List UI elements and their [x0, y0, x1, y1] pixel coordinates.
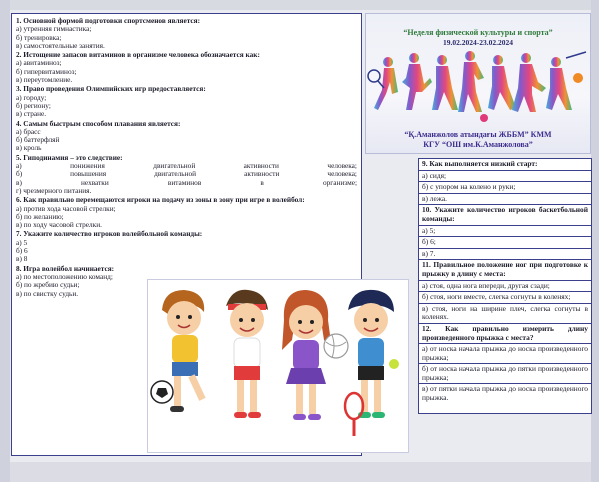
banner-dates: 19.02.2024-23.02.2024 [443, 38, 513, 47]
answer-1b: б) тренировка; [16, 32, 62, 42]
banner-title: “Неделя физической культуры и спорта” [403, 28, 553, 37]
answer-12c: в) от пятки начала прыжка до носка произведенного прыжка. [422, 384, 588, 403]
answer-10a: а) 5; [419, 226, 591, 238]
answer-4c: в) кроль [16, 143, 42, 153]
answer-5d: г) чрезмерного питания. [16, 185, 92, 195]
answer-9c: в) лежа. [419, 194, 591, 206]
answer-6b: б) по желанию; [16, 211, 64, 221]
answer-1a: а) утренняя гимнастика; [16, 24, 92, 34]
answer-12a: а) от носка начала прыжка до носка произведенного прыжка; [419, 344, 591, 364]
answer-4b: б) баттерфляй [16, 135, 60, 145]
question-11: 11. Правильное положение ног при подготовке к прыжку в длину с места: [419, 260, 591, 280]
answer-9b: б) с упором на колено и руки; [419, 182, 591, 194]
kids-sports-illustration [147, 279, 409, 453]
question-3: 3. Право проведения Олимпийских игр предоставляется: [16, 84, 206, 94]
right-shadow [591, 0, 599, 482]
sports-week-banner [365, 13, 591, 154]
question-1: 1. Основной формой подготовки спортсменов является: [16, 16, 201, 25]
answer-7c: в) 8 [16, 254, 28, 264]
left-shadow [0, 0, 10, 482]
answer-1c: в) самостоятельные занятия. [16, 40, 105, 50]
answer-11b: б) стоя, ноги вместе, слегка согнуты в коленях; [419, 292, 591, 304]
banner-school-kz: “Қ.Аманжолов атындағы ЖББМ” КММ [404, 130, 552, 139]
banner-school-ru: КГУ “ОШ им.К.Аманжолова” [423, 140, 533, 149]
answer-5a: а) понижения двигательной активности человека; [16, 161, 357, 171]
kid-runner [226, 290, 268, 418]
answer-11a: а) стоя, одна нога впереди, другая сзади; [419, 281, 591, 293]
kid-soccer [151, 290, 206, 412]
question-8: 8. Игра волейбол начинается: [16, 263, 115, 273]
answer-10b: б) 6; [419, 237, 591, 249]
answer-2a: а) авитаминоз; [16, 58, 62, 68]
answer-6a: а) против хода часовой стрелки; [16, 203, 116, 213]
answer-5b: б) повышения двигательной активности человека; [16, 169, 357, 179]
athletes-illustration [366, 48, 591, 128]
question-6: 6. Как правильно перемещаются игроки на подачу из зоны в зону при игре в волейбол: [16, 195, 305, 205]
answer-7a: а) 5 [16, 237, 28, 247]
answer-8b: б) по жребию судьи; [16, 280, 80, 290]
question-7: 7. Укажите количество игроков волейбольной команды: [16, 229, 203, 239]
answer-3b: б) региону; [16, 100, 51, 110]
answer-3a: а) городу; [16, 92, 47, 102]
question-10: 10. Укажите количество игроков баскетбольной команды: [419, 205, 591, 225]
question-2: 2. Истощение запасов витаминов в организме человека обозначается как: [16, 50, 260, 60]
bottom-shadow [0, 462, 599, 482]
question-5: 5. Гиподинамия – это следствие: [16, 152, 123, 162]
answer-7b: б) 6 [16, 246, 28, 256]
answer-8a: а) по местоположению команд; [16, 271, 113, 281]
answer-3c: в) стране. [16, 109, 47, 119]
answer-9a: а) сидя; [419, 171, 591, 183]
kid-volleyball [282, 290, 348, 420]
answer-4a: а) брасс [16, 126, 41, 136]
top-shadow [0, 0, 599, 10]
question-4: 4. Самым быстрым способом плавания является: [16, 118, 181, 128]
answer-8c: в) по свистку судьи. [16, 288, 79, 298]
kid-tennis [345, 290, 399, 436]
answer-5c: в) нехватки витаминов в организме; [16, 177, 357, 187]
right-question-panel [418, 158, 592, 414]
question-12: 12. Как правильно измерить длину произведенного прыжка с места? [419, 324, 591, 344]
answer-11c: в) стоя, ноги на ширине плеч, слегка согнуты в коленях. [419, 304, 591, 324]
answer-2b: б) гипервитаминоз; [16, 66, 77, 76]
answer-12b: б) от носка начала прыжка до пятки произведенного прыжка; [419, 364, 591, 384]
answer-10c: в) 7. [419, 249, 591, 261]
question-9: 9. Как выполняется низкий старт: [419, 159, 591, 171]
answer-6c: в) по ходу часовой стрелки. [16, 220, 102, 230]
answer-2c: в) переутомление. [16, 75, 73, 85]
